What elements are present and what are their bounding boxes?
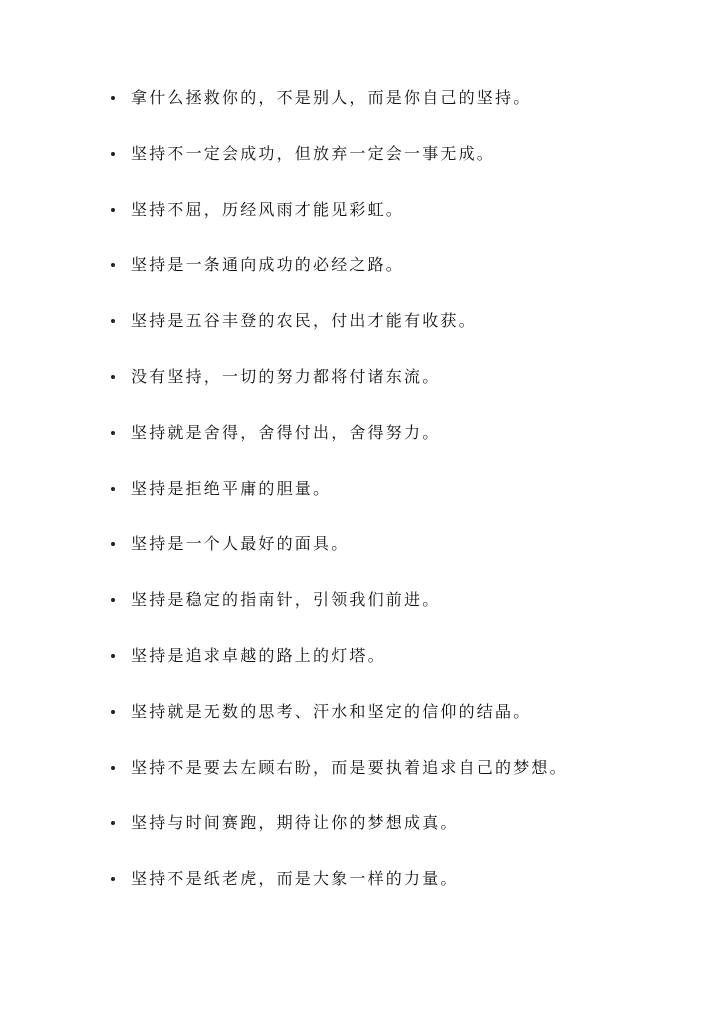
list-item [0,754,720,810]
quote-text: 坚持与时间赛跑，期待让你的梦想成真。 [131,813,459,833]
quote-text: 坚持不是纸老虎，而是大象一样的力量。 [131,869,459,889]
quote-text: 坚持就是无数的思考、汗水和坚定的信仰的结晶。 [131,701,532,721]
list-item [0,251,720,307]
list-item [0,642,720,698]
list-item [0,809,720,865]
bullet-icon [111,152,115,156]
quote-text: 坚持就是舍得，舍得付出，舍得努力。 [131,422,441,442]
bullet-icon [111,208,115,212]
list-item [0,698,720,754]
bullet-icon [111,375,115,379]
list-item [0,196,720,252]
list-item [0,586,720,642]
bullet-icon [111,766,115,770]
bullet-icon [111,487,115,491]
quote-text: 坚持是稳定的指南针，引领我们前进。 [131,590,441,610]
quote-text: 坚持是追求卓越的路上的灯塔。 [131,645,386,665]
list-item [0,475,720,531]
bullet-icon [111,319,115,323]
list-item [0,307,720,363]
list-item [0,363,720,419]
quote-text: 坚持是一条通向成功的必经之路。 [131,255,405,275]
list-item [0,530,720,586]
quote-text: 坚持不一定会成功，但放弃一定会一事无成。 [131,143,496,163]
bullet-icon [111,654,115,658]
quote-text: 坚持是五谷丰登的农民，付出才能有收获。 [131,311,477,331]
list-item [0,865,720,921]
bullet-icon [111,431,115,435]
quote-text: 没有坚持，一切的努力都将付诸东流。 [131,366,441,386]
bullet-icon [111,542,115,546]
bullet-icon [111,710,115,714]
bullet-icon [111,96,115,100]
quote-text: 拿什么拯救你的，不是别人，而是你自己的坚持。 [131,88,532,107]
bullet-icon [111,263,115,267]
bullet-icon [111,598,115,602]
quote-text: 坚持不屈，历经风雨才能见彩虹。 [131,199,405,219]
quote-list [0,84,720,921]
bullet-icon [111,821,115,825]
quote-text: 坚持是一个人最好的面具。 [131,534,350,554]
quote-text: 坚持不是要去左顾右盼，而是要执着追求自己的梦想。 [131,757,568,777]
list-item [0,419,720,475]
list-item [0,84,720,140]
list-item [0,140,720,196]
bullet-icon [111,877,115,881]
quote-text: 坚持是拒绝平庸的胆量。 [131,478,332,498]
